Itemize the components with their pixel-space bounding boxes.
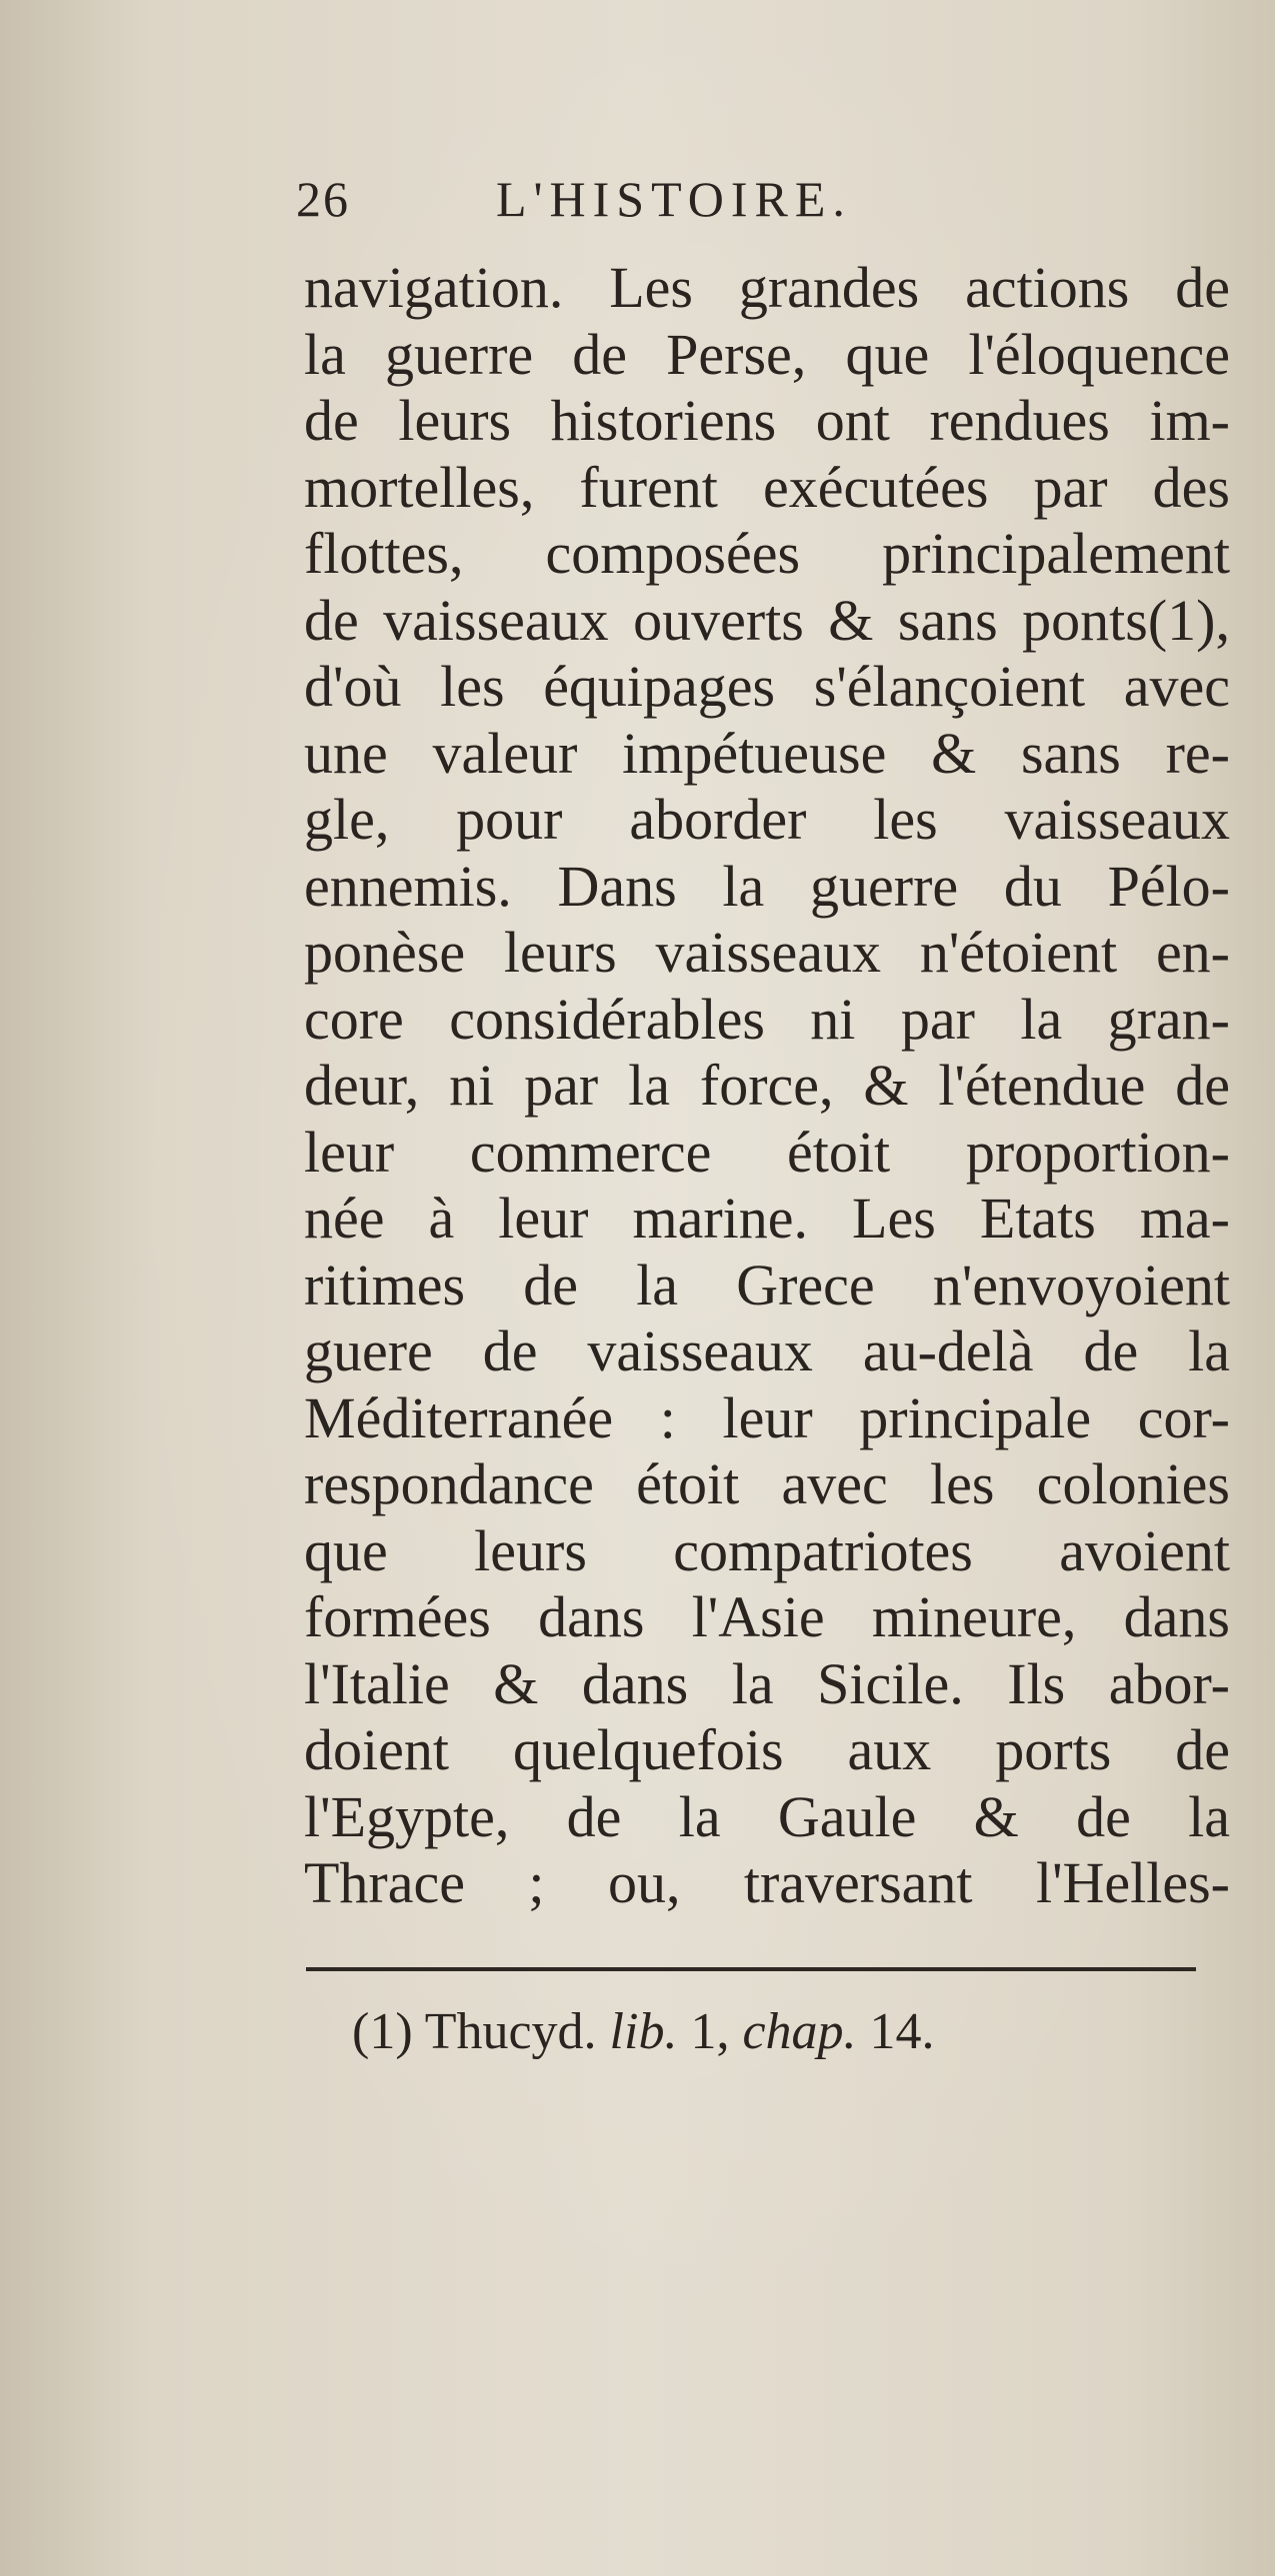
- text-line: navigation. Les grandes actions de: [304, 255, 1230, 320]
- text-line: guere de vaisseaux au-delà de la: [304, 1318, 1230, 1383]
- text-line: une valeur impétueuse & sans re-: [304, 720, 1230, 786]
- body-text: [304, 255, 1230, 1917]
- footnote-lib-label: lib.: [609, 2003, 678, 2060]
- text-line: Thrace ; ou, traversant l'Helles-: [304, 1850, 1230, 1915]
- text-line: respondance étoit avec les colonies: [304, 1451, 1230, 1516]
- running-title: L'HISTOIRE.: [496, 171, 852, 227]
- text-line: ritimes de la Grece n'envoyoient: [304, 1252, 1230, 1317]
- footnote-chap-label: chap.: [742, 2003, 857, 2060]
- text-line: née à leur marine. Les Etats ma-: [304, 1186, 1230, 1251]
- footnote-author: Thucyd.: [424, 2003, 597, 2060]
- footnote-marker: (1): [352, 2003, 413, 2060]
- text-line: formées dans l'Asie mineure, dans: [304, 1584, 1230, 1649]
- footnote-rule: [306, 1967, 1196, 1971]
- text-line: gle, pour aborder les vaisseaux: [304, 787, 1230, 852]
- text-line: la guerre de Perse, que l'éloquence: [304, 321, 1230, 387]
- text-line: que leurs compatriotes avoient: [304, 1517, 1230, 1583]
- text-line: l'Italie & dans la Sicile. Ils abor-: [304, 1650, 1230, 1716]
- text-line: de vaisseaux ouverts & sans ponts(1),: [304, 587, 1230, 653]
- footnote-lib-number: 1,: [690, 2003, 730, 2060]
- text-line: core considérables ni par la gran-: [304, 986, 1230, 1052]
- text-line: d'où les équipages s'élançoient avec: [304, 654, 1230, 719]
- text-line: Méditerranée : leur principale cor-: [304, 1384, 1230, 1450]
- page-number: 26: [296, 171, 350, 227]
- running-head: [296, 170, 1196, 240]
- text-line: flottes, composées principalement: [304, 521, 1230, 586]
- text-line: leur commerce étoit proportion-: [304, 1119, 1230, 1185]
- text-line: deur, ni par la force, & l'étendue de: [304, 1053, 1230, 1118]
- text-line: mortelles, furent exécutées par des: [304, 454, 1230, 520]
- text-line: de leurs historiens ont rendues im-: [304, 388, 1230, 453]
- text-line: ponèse leurs vaisseaux n'étoient en-: [304, 920, 1230, 985]
- footnote: [352, 1997, 1152, 2067]
- text-line: l'Egypte, de la Gaule & de la: [304, 1783, 1230, 1849]
- text-line: ennemis. Dans la guerre du Pélo-: [304, 853, 1230, 919]
- text-line: doient quelquefois aux ports de: [304, 1717, 1230, 1782]
- footnote-chap-number: 14.: [869, 2003, 935, 2060]
